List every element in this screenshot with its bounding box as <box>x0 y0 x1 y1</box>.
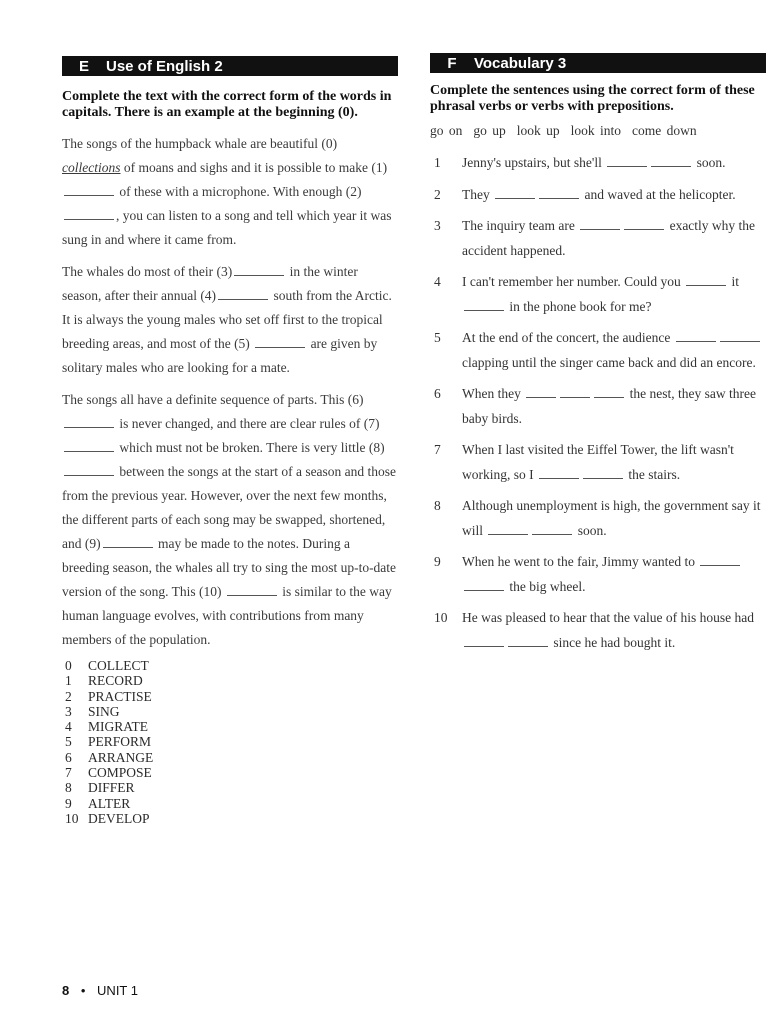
word-list-item: 2 PRACTISE <box>65 688 152 704</box>
section-e <box>62 56 398 826</box>
passage-paragraph-3: The songs all have a definite sequence of parts. This (6) is never changed, and there are clear rules of (7) which must not be broken. There is very little (8) between the songs at the start of a season and those from the previous year. However, over the next few months, the different parts of each song may be swapped, shortened, and (9) may be made to the notes. During a breeding season, the whales all try to sing the most up-to-date version of the song. This (10) is similar to the way human language evolves, with contributions from many members of the population. <box>62 392 397 647</box>
section-f-title: Vocabulary 3 <box>474 54 567 72</box>
gap-10[interactable] <box>227 585 277 596</box>
word-list-item: 9 ALTER <box>65 795 131 811</box>
page-footer <box>62 983 138 998</box>
question-item: 9 When he went to the fair, Jimmy wanted to the big wheel. <box>430 550 766 599</box>
answer-gap[interactable] <box>495 188 535 199</box>
section-f-banner <box>430 53 766 73</box>
word-list-item: 4 MIGRATE <box>65 719 148 735</box>
question-item: 1 Jenny's upstairs, but she'll soon. <box>434 155 726 170</box>
section-f-instruction: Complete the sentences using the correct form of these phrasal verbs or verbs with prepositions. <box>430 83 755 114</box>
answer-gap[interactable] <box>607 156 647 167</box>
question-item: 7 When I last visited the Eiffel Tower, the lift wasn't working, so I the stairs. <box>434 442 734 482</box>
verb-item: look into <box>570 123 622 138</box>
answer-gap[interactable] <box>526 387 556 398</box>
question-item: 4 I can't remember her number. Could you it in the phone book for me? <box>434 274 740 314</box>
section-e-banner <box>62 56 398 76</box>
gap-1[interactable] <box>64 185 114 196</box>
word-list <box>62 658 398 826</box>
question-item: 8 Although unemployment is high, the government say it will soon. <box>434 498 761 538</box>
answer-gap[interactable] <box>686 275 726 286</box>
word-list-item: 5 PERFORM <box>65 734 152 750</box>
gap-7[interactable] <box>64 441 114 452</box>
passage <box>62 132 398 652</box>
gap-3[interactable] <box>234 265 284 276</box>
answer-gap[interactable] <box>594 387 624 398</box>
section-e-instruction: Complete the text with the correct form of the words in capitals. There is an example at the beginning (0). <box>62 89 392 120</box>
verb-list <box>430 123 766 139</box>
question-item: 6 When they the nest, they saw three baby birds. <box>434 386 756 426</box>
answer-gap[interactable] <box>624 219 664 230</box>
answer-gap[interactable] <box>720 331 760 342</box>
word-list-item: 10 DEVELOP <box>65 810 150 826</box>
answer-gap[interactable] <box>464 636 504 647</box>
section-e-title: Use of English 2 <box>106 57 223 75</box>
question-item: 10 He was pleased to hear that the value of his house had since he had bought it. <box>434 610 755 650</box>
answer-gap[interactable] <box>676 331 716 342</box>
answer-gap[interactable] <box>539 188 579 199</box>
question-item: 2 They and waved at the helicopter. <box>434 186 736 202</box>
section-f <box>430 56 766 662</box>
answer-gap[interactable] <box>651 156 691 167</box>
answer-gap[interactable] <box>580 219 620 230</box>
bullet: • <box>80 983 86 998</box>
answer-gap[interactable] <box>532 524 572 535</box>
unit-label: UNIT 1 <box>97 983 138 998</box>
gap-6[interactable] <box>64 417 114 428</box>
answer-gap[interactable] <box>464 300 504 311</box>
answer-gap[interactable] <box>700 555 740 566</box>
question-list <box>430 151 766 655</box>
answer-gap[interactable] <box>539 468 579 479</box>
gap-2[interactable] <box>64 209 114 220</box>
word-list-item: 7 COMPOSE <box>65 765 152 781</box>
word-list-item: 0 COLLECT <box>65 658 149 673</box>
answer-gap[interactable] <box>583 468 623 479</box>
gap-5[interactable] <box>255 337 305 348</box>
answer-gap[interactable] <box>488 524 528 535</box>
word-list-item: 3 SING <box>65 703 120 719</box>
gap-4[interactable] <box>218 289 268 300</box>
word-list-item: 6 ARRANGE <box>65 749 154 765</box>
section-e-letter: E <box>78 57 89 75</box>
section-f-letter: F <box>447 54 457 72</box>
question-item: 5 At the end of the concert, the audience clapping until the singer came back and did an encore. <box>430 326 766 375</box>
example-answer: collections <box>62 160 121 175</box>
gap-8[interactable] <box>64 465 114 476</box>
verb-item: go on <box>430 123 463 138</box>
verb-item: look up <box>516 123 560 138</box>
word-list-item: 1 RECORD <box>65 673 143 689</box>
answer-gap[interactable] <box>464 580 504 591</box>
word-list-item: 8 DIFFER <box>65 780 135 796</box>
answer-gap[interactable] <box>508 636 548 647</box>
passage-paragraph-2: The whales do most of their (3) in the winter season, after their annual (4) south from the Arctic. It is always the young males who set off first to the tropical breeding areas, and most of the (5) are given by solitary males who are looking for a mate. <box>62 264 392 375</box>
page-number: 8 <box>62 983 70 998</box>
verb-item: go up <box>473 123 506 138</box>
gap-9[interactable] <box>103 537 153 548</box>
passage-paragraph-1: The songs of the humpback whale are beautiful (0) collections of moans and sighs and it is possible to make (1) of these with a microphone. With enough (2) , you can listen to a song and tell which year it was sung in and where it came from. <box>62 136 392 247</box>
answer-gap[interactable] <box>560 387 590 398</box>
question-item: 3 The inquiry team are exactly why the accident happened. <box>434 218 756 258</box>
verb-item: come down <box>632 123 697 138</box>
